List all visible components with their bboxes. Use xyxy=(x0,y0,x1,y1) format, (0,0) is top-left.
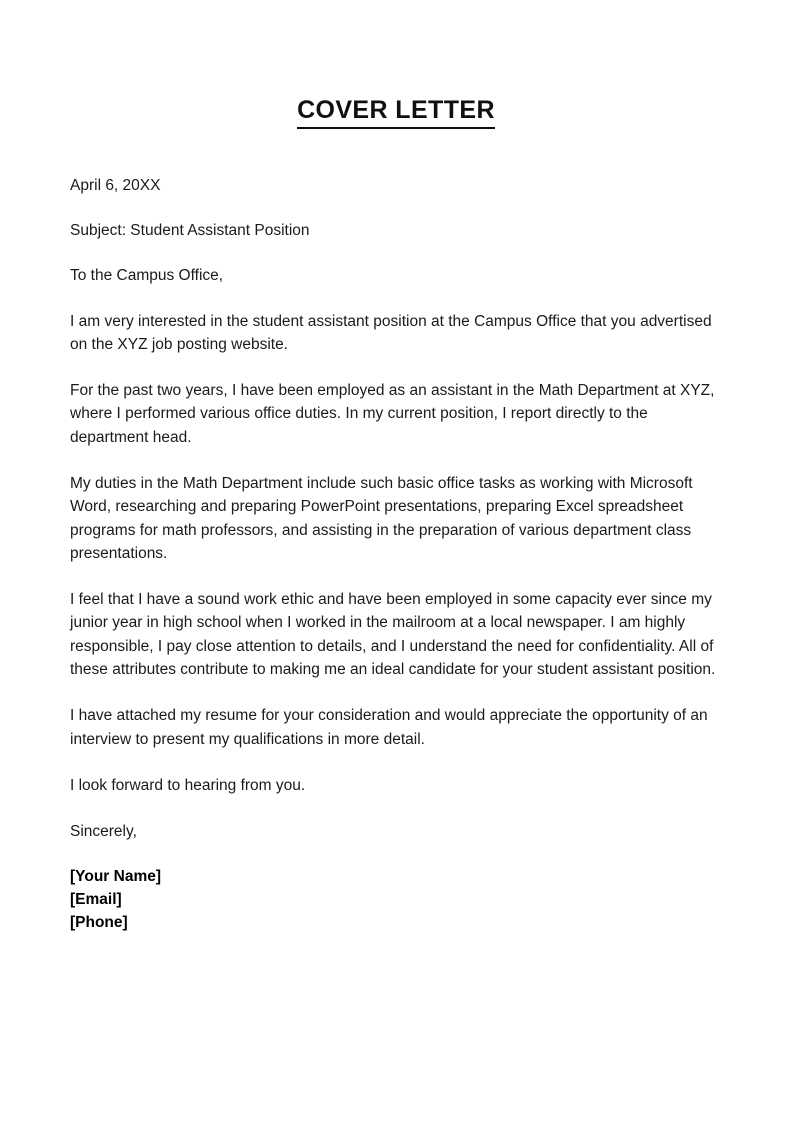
document-body xyxy=(70,0,722,934)
letter-subject: Subject: Student Assistant Position xyxy=(70,221,310,239)
signature-name: [Your Name] xyxy=(70,868,162,886)
page-title-text: COVER LETTER xyxy=(297,97,495,129)
letter-date: April 6, 20XX xyxy=(70,176,161,194)
signature-phone: [Phone] xyxy=(70,914,128,932)
letter-paragraph: I am very interested in the student assistant position at the Campus Office that you advertised on the XYZ job posting website. xyxy=(70,312,712,353)
letter-body xyxy=(70,287,722,798)
letter-salutation: To the Campus Office, xyxy=(70,266,224,284)
letter-paragraph: I feel that I have a sound work ethic and have been employed in some capacity ever since my junior year in high school when I worked in the mailroom at a local newspaper. I am highly responsible, I pay close attention to details, and I understand the need for confidentiality. All of these attributes contribute to making me an ideal candidate for your student assistant position. xyxy=(70,591,716,679)
letter-paragraph: I have attached my resume for your consideration and would appreciate the opportunity of an interview to present my qualifications in more detail. xyxy=(70,707,708,748)
letter-paragraph: My duties in the Math Department include such basic office tasks as working with Microsoft Word, researching and preparing PowerPoint presentations, preparing Excel spreadsheet programs for math professors, and assisting in the preparation of various department class presentations. xyxy=(70,474,693,562)
signature-email: [Email] xyxy=(70,891,122,909)
signature-block xyxy=(70,843,722,934)
page-title xyxy=(70,0,722,129)
letter-paragraph: For the past two years, I have been employed as an assistant in the Math Department at XYZ, where I performed various office duties. In my current position, I report directly to the department head. xyxy=(70,382,715,446)
letter-closing: Sincerely, xyxy=(70,823,137,841)
letter-paragraph: I look forward to hearing from you. xyxy=(70,776,306,794)
